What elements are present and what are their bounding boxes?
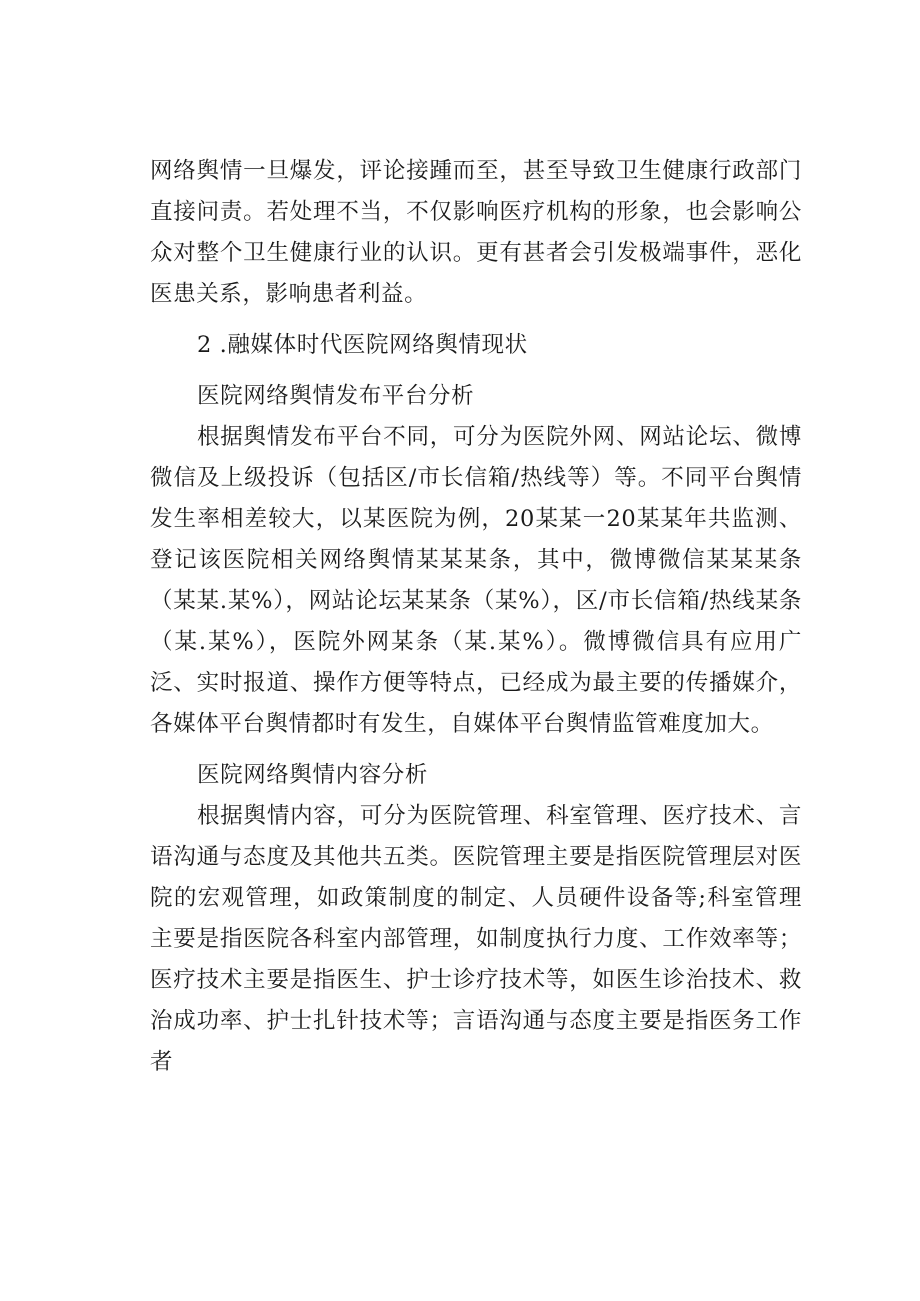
paragraph-platform-analysis: 根据舆情发布平台不同，可分为医院外网、网站论坛、微博微信及上级投诉（包括区/市长信箱/热线等）等。不同平台舆情发生率相差较大，以某医院为例，20某某一20某某年共监测、登记该医院相关网络舆情某某某条，其中，微博微信某某某条（某某.某%），网站论坛某某条（某%），区/市长信箱/热线某条（某.某%），医院外网某条（某.某%）。微博微信具有应用广泛、实时报道、操作方便等特点，已经成为最主要的传播媒介，各媒体平台舆情都时有发生，自媒体平台舆情监管难度加大。 xyxy=(150,424,802,737)
paragraph-public-opinion-impact: 网络舆情一旦爆发，评论接踵而至，甚至导致卫生健康行政部门直接问责。若处理不当，不仅影响医疗机构的形象，也会影响公众对整个卫生健康行业的认识。更有甚者会引发极端事件，恶化医患关系，影响患者利益。 xyxy=(150,158,802,307)
document-body xyxy=(150,151,802,1093)
paragraph-content-analysis: 根据舆情内容，可分为医院管理、科室管理、医疗技术、言语沟通与态度及其他共五类。医院管理主要是指医院管理层对医院的宏观管理，如政策制度的制定、人员硬件设备等;科室管理主要是指医院各科室内部管理，如制度执行力度、工作效率等；医疗技术主要是指医生、护士诊疗技术等，如医生诊治技术、救治成功率、护士扎针技术等；言语沟通与态度主要是指医务工作者 xyxy=(150,803,802,1075)
subheading-content-analysis: 医院网络舆情内容分析 xyxy=(197,762,429,788)
subheading-platform-analysis: 医院网络舆情发布平台分析 xyxy=(197,383,475,409)
section-heading-status: 2 .融媒体时代医院网络舆情现状 xyxy=(197,332,528,358)
